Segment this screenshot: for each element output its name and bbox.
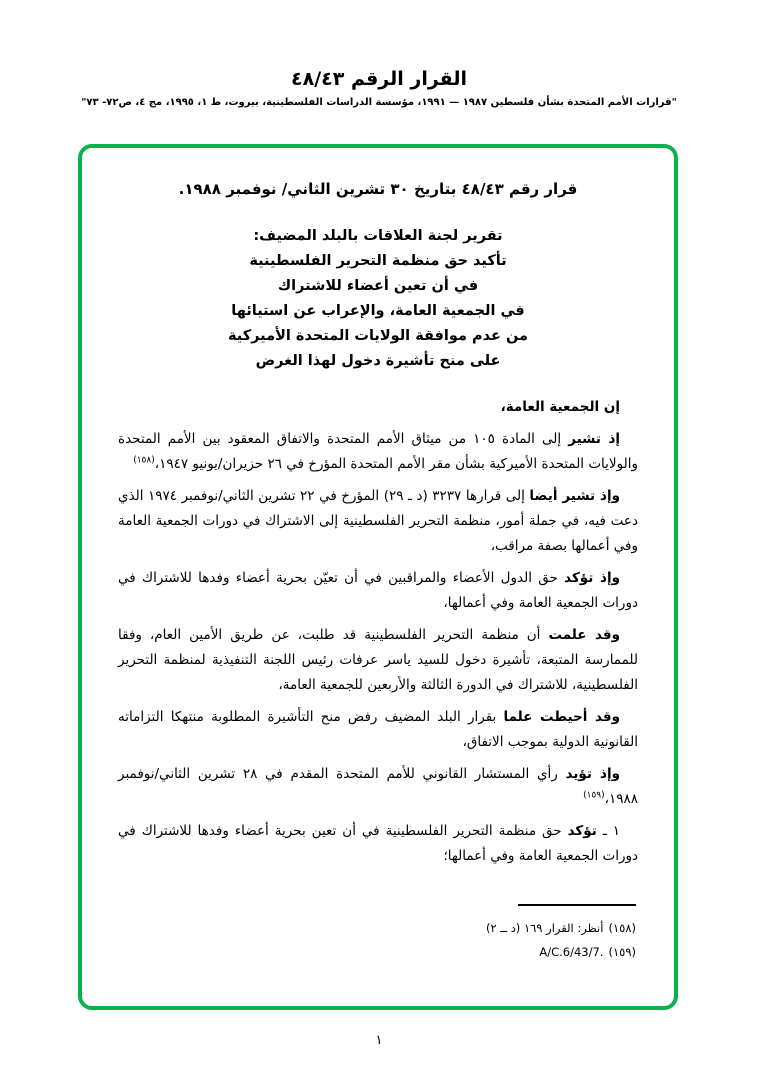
resolution-frame — [78, 144, 678, 1010]
paragraph-text: أن منظمة التحرير الفلسطينية قد طلبت، عن طريق الأمين العام، وفقا للممارسة المتبعة، تأشيرة دخول للسيد ياسر عرفات رئيس اللجنة التنفيذية لمنظمة التحرير الفلسطينية، للاشتراك في الدورة الثالثة والأربعين للجمعية العامة، — [118, 627, 638, 693]
preamble-paragraph — [118, 705, 638, 755]
paragraph-lead: إذ تشير — [568, 431, 620, 447]
page-header — [0, 68, 758, 108]
footnote-marker: (١٥٩) — [608, 945, 636, 959]
resolution-title-line: على منح تأشيرة دخول لهذا الغرض — [255, 353, 501, 369]
footnote-text: A/C.6/43/7. — [539, 945, 604, 959]
footnote — [120, 916, 636, 940]
preamble-paragraph — [118, 566, 638, 616]
paragraph-text: حق الدول الأعضاء والمراقبين في أن تعيّن بحرية أعضاء وفدها للاشتراك في دورات الجمعية العامة وفي أعمالها، — [118, 570, 638, 611]
preamble-paragraph — [118, 484, 638, 559]
paragraph-lead: وإذ تؤيد — [565, 766, 620, 782]
paragraph-lead: وإذ تشير أيضا — [529, 488, 620, 504]
source-citation: "قرارات الأمم المتحدة بشأن فلسطين ١٩٨٧ — ١٩٩١، مؤسسة الدراسات الفلسطينية، بيروت، ط ١، ١٩٩٥، مج ٤، ص٧٢- ٧٣" — [81, 97, 677, 108]
resolution-title-line: تأكيد حق منظمة التحرير الفلسطينية — [249, 253, 507, 269]
paragraph-text: إلى المادة ١٠٥ من ميثاق الأمم المتحدة والاتفاق المعقود بين الأمم المتحدة والولايات المتحدة الأميركية بشأن مقر الأمم المتحدة المؤرخ في ٢٦ حزيران/يونيو ١٩٤٧، — [118, 431, 638, 472]
paragraph-text: حق منظمة التحرير الفلسطينية في أن تعين بحرية أعضاء وفدها للاشتراك في دورات الجمعية العامة وفي أعمالها؛ — [118, 823, 638, 864]
resolution-title-line: في أن تعين أعضاء للاشتراك — [277, 278, 479, 294]
operative-paragraph — [118, 819, 638, 869]
paragraph-text: رأي المستشار القانوني للأمم المتحدة المقدم في ٢٨ تشرين الثاني/نوفمبر ١٩٨٨، — [118, 766, 638, 807]
footnote-text: أنظر: القرار ١٦٩ (د ــ ٢) — [485, 921, 604, 935]
resolution-title-line: تقرير لجنة العلاقات بالبلد المضيف: — [253, 228, 503, 244]
resolution-title-line: من عدم موافقة الولايات المتحدة الأميركية — [228, 328, 528, 344]
preamble-paragraph — [118, 395, 638, 420]
preamble-paragraph — [118, 762, 638, 812]
page-number: ١ — [375, 1033, 383, 1048]
footnote-reference: (١٥٩) — [583, 790, 605, 801]
resolution-heading: قرار رقم ٤٨/٤٣ بتاريخ ٣٠ تشرين الثاني/ نوفمبر ١٩٨٨. — [178, 180, 578, 198]
paragraph-lead: تؤكد — [567, 823, 597, 839]
resolution-title — [118, 224, 638, 374]
footnote — [120, 940, 636, 964]
paragraph-lead: وإذ تؤكد — [564, 570, 620, 586]
footnote-separator — [518, 904, 636, 906]
paragraph-lead: وقد أحيطت علما — [503, 709, 620, 725]
paragraph-lead: إن الجمعية العامة، — [500, 399, 620, 415]
preamble-paragraph — [118, 623, 638, 698]
paragraph-lead: وقد علمت — [548, 627, 620, 643]
footnotes-section — [120, 904, 636, 964]
resolution-body — [82, 148, 674, 869]
paragraph-number: ١ ـ — [596, 823, 620, 839]
paragraph-text: بقرار البلد المضيف رفض منح التأشيرة المطلوبة منتهكا التزاماته القانونية الدولية بموجب الاتفاق، — [118, 709, 638, 750]
page-title: القرار الرقم ٤٨/٤٣ — [291, 68, 467, 90]
footnote-marker: (١٥٨) — [608, 921, 636, 935]
resolution-title-line: في الجمعية العامة، والإعراب عن استيائها — [231, 303, 525, 319]
paragraph-text: إلى قرارها ٣٢٣٧ (د ـ ٢٩) المؤرخ في ٢٢ تشرين الثاني/نوفمبر ١٩٧٤ الذي دعت فيه، في جملة أمور، منظمة التحرير الفلسطينية إلى الاشتراك في دورات الجمعية العامة وفي أعمالها بصفة مراقب، — [118, 488, 638, 554]
footnote-reference: (١٥٨) — [133, 455, 155, 466]
preamble-paragraph — [118, 427, 638, 477]
